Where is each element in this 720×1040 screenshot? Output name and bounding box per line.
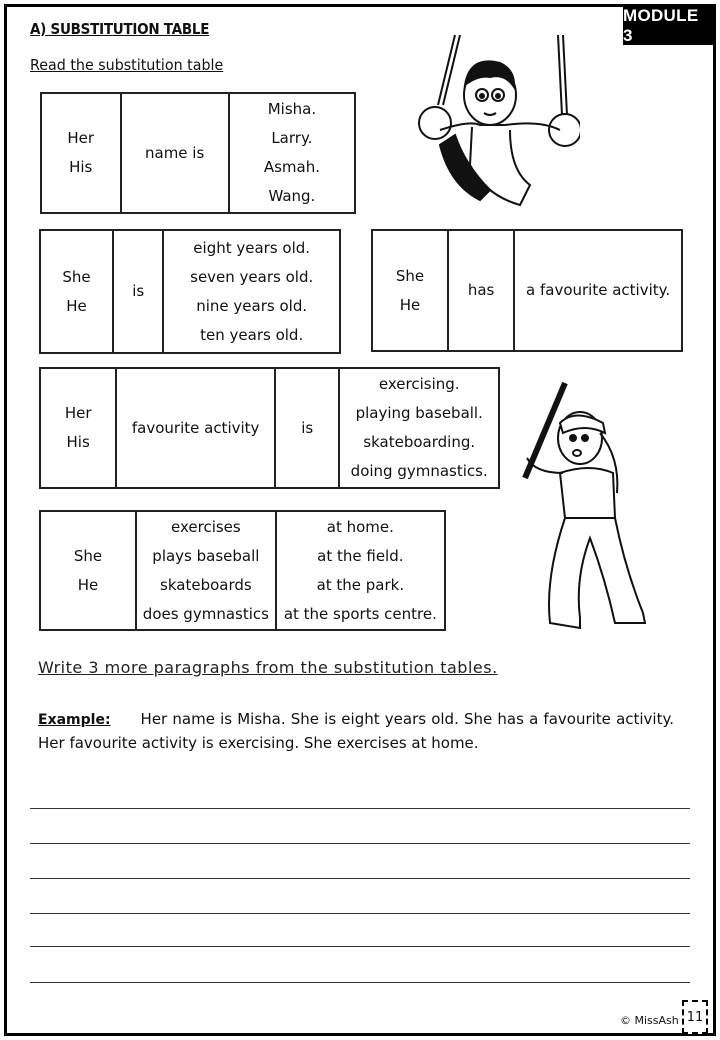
- table-cell: [115, 369, 274, 487]
- baseball-girl-illustration: [505, 378, 655, 636]
- cell-text: at home.: [326, 517, 394, 536]
- table-cell: [513, 231, 681, 350]
- table-cell: [274, 369, 338, 487]
- cell-text: She: [73, 546, 103, 565]
- cell-text: eight years old.: [193, 238, 311, 257]
- table-cell: [42, 94, 120, 212]
- cell-text: skateboarding.: [363, 433, 476, 451]
- writing-line[interactable]: [30, 878, 690, 879]
- cell-text: seven years old.: [190, 267, 314, 286]
- writing-line[interactable]: [30, 843, 690, 844]
- cell-text: plays baseball: [152, 546, 260, 565]
- writing-line[interactable]: [30, 808, 690, 809]
- table-cell: [41, 512, 135, 629]
- table-cell: [135, 512, 275, 629]
- cell-text: doing gymnastics.: [350, 462, 488, 480]
- cell-text: is: [301, 418, 314, 437]
- example-label: Example:: [38, 712, 111, 728]
- subtitle: Read the substitution table: [30, 56, 224, 74]
- cell-text: exercises: [171, 517, 241, 536]
- substitution-table-age: [39, 229, 341, 354]
- copyright: © MissAsh: [620, 1014, 679, 1027]
- table-cell: [120, 94, 228, 212]
- cell-text: He: [66, 296, 87, 315]
- cell-text: She: [62, 267, 91, 286]
- cell-text: nine years old.: [196, 296, 308, 315]
- cell-text: Asmah.: [263, 158, 320, 176]
- cell-text: ten years old.: [200, 325, 304, 344]
- cell-text: skateboards: [160, 575, 252, 594]
- example-text: Her name is Misha. She is eight years old. She has a favourite activity. Her favourite activity is exercising. She exercises at home.: [38, 710, 674, 752]
- instruction-text: Write 3 more paragraphs from the substitution tables.: [38, 658, 498, 677]
- cell-text: Misha.: [267, 100, 317, 118]
- cell-text: favourite activity: [131, 418, 260, 437]
- substitution-table-name: [40, 92, 356, 214]
- cell-text: has: [467, 281, 495, 299]
- table-cell: [373, 231, 447, 350]
- substitution-table-activity: [39, 367, 500, 489]
- table-cell: [162, 231, 339, 352]
- cell-text: exercising.: [378, 375, 460, 393]
- cell-text: name is: [145, 143, 205, 162]
- cell-text: Her: [64, 404, 92, 422]
- table-cell: [275, 512, 444, 629]
- cell-text: a favourite activity.: [526, 281, 671, 299]
- substitution-table-has: [371, 229, 683, 352]
- cell-text: His: [69, 158, 93, 176]
- cell-text: Her: [67, 129, 95, 147]
- writing-line[interactable]: [30, 946, 690, 947]
- cell-text: at the park.: [316, 575, 405, 594]
- cell-text: at the sports centre.: [283, 604, 437, 623]
- cell-text: at the field.: [317, 546, 404, 565]
- table-cell: [447, 231, 513, 350]
- cell-text: Wang.: [268, 187, 316, 205]
- writing-line[interactable]: [30, 982, 690, 983]
- page-number: 11: [682, 1000, 708, 1034]
- table-cell: [228, 94, 354, 212]
- cell-text: His: [66, 433, 90, 451]
- cell-text: He: [399, 295, 421, 314]
- table-cell: [338, 369, 498, 487]
- cell-text: Larry.: [271, 129, 313, 147]
- cell-text: is: [132, 282, 145, 300]
- cell-text: does gymnastics: [142, 604, 269, 623]
- cell-text: He: [77, 575, 99, 594]
- table-cell: [112, 231, 162, 352]
- substitution-table-place: [39, 510, 446, 631]
- table-cell: [41, 231, 112, 352]
- gymnast-illustration: [410, 35, 580, 210]
- cell-text: playing baseball.: [355, 404, 483, 422]
- example-paragraph: [38, 708, 674, 755]
- section-title: A) SUBSTITUTION TABLE: [30, 20, 210, 38]
- writing-line[interactable]: [30, 913, 690, 914]
- table-cell: [41, 369, 115, 487]
- cell-text: She: [395, 266, 425, 285]
- module-badge: MODULE 3: [623, 7, 713, 45]
